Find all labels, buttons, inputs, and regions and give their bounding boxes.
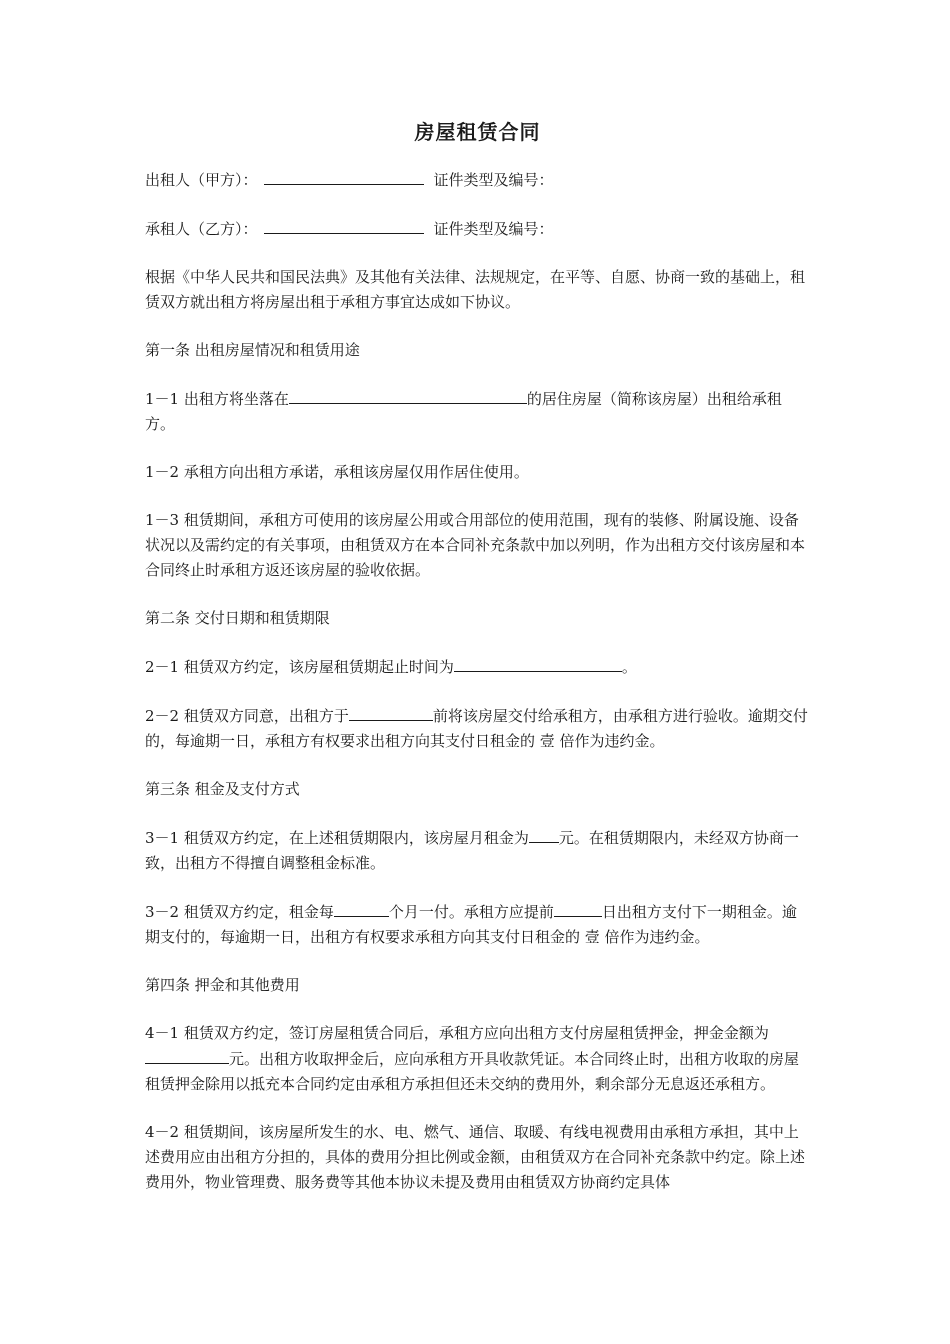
delivery-date-blank <box>349 703 433 721</box>
clause-1-3: 1－3 租赁期间，承租方可使用的该房屋公用或合用部位的使用范围，现有的装修、附属设施、设备状况以及需约定的有关事项，由租赁双方在本合同补充条款中加以列明，作为出租方交付该房屋和本合同终止时承租方返还该房屋的验收依据。 <box>145 511 806 579</box>
clause-4-1-text-a: 4－1 租赁双方约定，签订房屋租赁合同后，承租方应向出租方支付房屋租赁押金，押金金额为 <box>145 1024 769 1042</box>
preamble: 根据《中华人民共和国民法典》及其他有关法律、法规规定，在平等、自愿、协商一致的基础上，租赁双方就出租方将房屋出租于承租方事宜达成如下协议。 <box>145 268 806 311</box>
lessor-name-blank <box>264 167 424 185</box>
term-blank <box>454 654 622 672</box>
clause-4-1 <box>145 1021 810 1097</box>
lessor-id-label: 证件类型及编号： <box>433 171 554 189</box>
clause-3-2-text-b: 个月一付。承租方应提前 <box>388 903 554 921</box>
clause-3-1-text-a: 3－1 租赁双方约定，在上述租赁期限内，该房屋月租金为 <box>145 829 529 847</box>
lessor-line <box>145 167 810 193</box>
location-blank <box>289 386 527 404</box>
lessee-name-blank <box>264 216 424 234</box>
payment-months-blank <box>334 899 389 917</box>
article-1-heading: 第一条 出租房屋情况和租赁用途 <box>145 341 360 359</box>
monthly-rent-blank <box>529 825 559 843</box>
article-2-heading: 第二条 交付日期和租赁期限 <box>145 609 330 627</box>
contract-page <box>145 117 810 1195</box>
clause-3-2-text-c: 日出租方支付下一期租金。逾期支付的，每逾期一日，出租方有权要求承租方向其支付日租金的 壹 倍作为违约金。 <box>145 903 797 946</box>
clause-1-1 <box>145 386 810 437</box>
clause-2-2 <box>145 703 810 754</box>
article-4-heading: 第四条 押金和其他费用 <box>145 976 300 994</box>
clause-2-2-text-a: 2－2 租赁双方同意，出租方于 <box>145 707 349 725</box>
advance-days-blank <box>554 899 602 917</box>
document-title: 房屋租赁合同 <box>414 120 541 144</box>
lessee-line <box>145 216 810 242</box>
clause-3-1-text-b: 元。在租赁期限内，未经双方协商一致，出租方不得擅自调整租金标准。 <box>145 829 799 872</box>
deposit-amount-blank <box>145 1046 229 1064</box>
clause-3-2-text-a: 3－2 租赁双方约定，租金每 <box>145 903 334 921</box>
clause-2-1-text-a: 2－1 租赁双方约定，该房屋租赁期起止时间为 <box>145 658 454 676</box>
clause-4-2: 4－2 租赁期间，该房屋所发生的水、电、燃气、通信、取暖、有线电视费用由承租方承担，其中上述费用应由出租方分担的，具体的费用分担比例或金额，由租赁双方在合同补充条款中约定。除上述费用外，物业管理费、服务费等其他本协议未提及费用由租赁双方协商约定具体 <box>145 1123 806 1191</box>
clause-2-2-text-b: 前将该房屋交付给承租方，由承租方进行验收。逾期交付的，每逾期一日，承租方有权要求出租方向其支付日租金的 壹 倍作为违约金。 <box>145 707 808 750</box>
lessee-label: 承租人（乙方）： <box>145 220 258 238</box>
clause-1-1-text-b: 的居住房屋（简称该房屋）出租给承租方。 <box>145 390 782 433</box>
clause-2-1 <box>145 654 810 680</box>
clause-2-1-text-b: 。 <box>621 658 637 676</box>
clause-1-2: 1－2 承租方向出租方承诺，承租该房屋仅用作居住使用。 <box>145 463 529 481</box>
lessee-id-label: 证件类型及编号： <box>433 220 554 238</box>
clause-4-1-text-b: 元。出租方收取押金后，应向承租方开具收款凭证。本合同终止时，出租方收取的房屋租赁押金除用以抵充本合同约定由承租方承担但还未交纳的费用外，剩余部分无息返还承租方。 <box>145 1050 800 1093</box>
clause-3-2 <box>145 899 810 950</box>
lessor-label: 出租人（甲方）： <box>145 171 258 189</box>
article-3-heading: 第三条 租金及支付方式 <box>145 780 300 798</box>
clause-1-1-text-a: 1－1 出租方将坐落在 <box>145 390 289 408</box>
clause-3-1 <box>145 825 810 876</box>
